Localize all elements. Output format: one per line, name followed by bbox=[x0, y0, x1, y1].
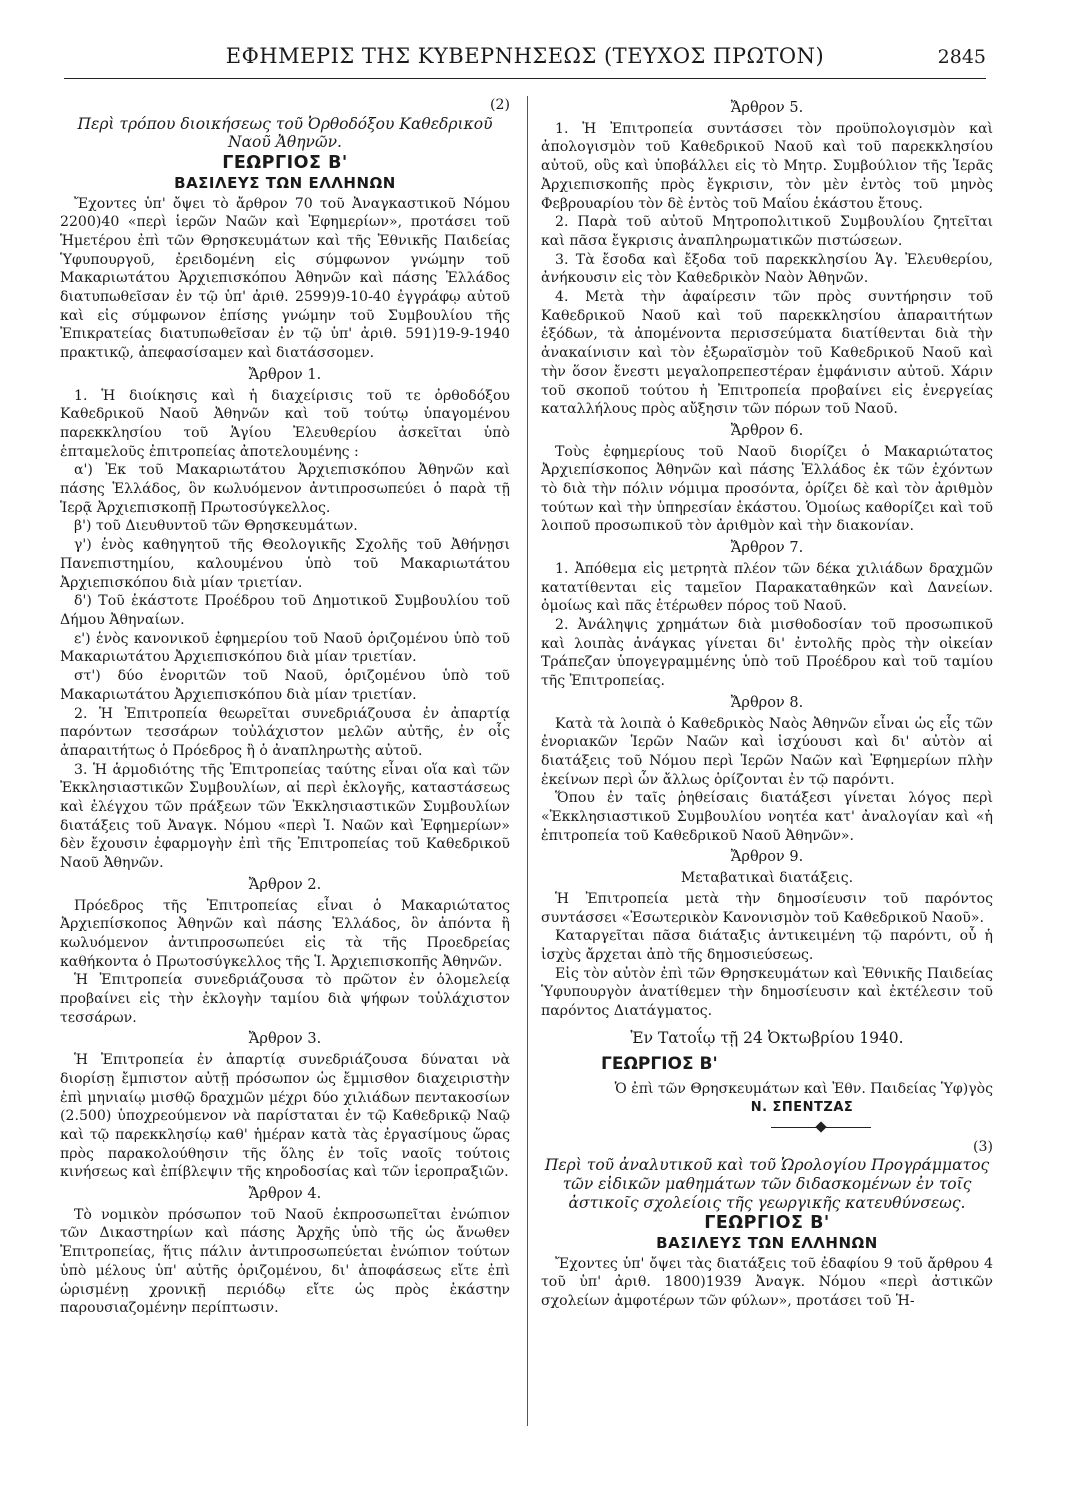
article-paragraph: 3. Ἡ ἁρμοδιότης τῆς Ἐπιτροπείας ταύτης εἶναι οἵα καὶ τῶν Ἐκκλησιαστικῶν Συμβουλίων, αἱ περὶ ἐκλογῆς, καταστάσεως καὶ ἐλέγχου τῶν πράξεων τῶν Ἐκκλησιαστικῶν Συμβουλίων διατάξεις τοῦ Ἀναγκ. Νόμου «περὶ Ἱ. Ναῶν καὶ Ἐφημερίων» δὲν ἔχουσιν ἐφαρμογὴν ἐπὶ τῆς Ἐπιτροπείας τοῦ Καθεδρικοῦ Ναοῦ Ἀθηνῶν. bbox=[60, 761, 510, 872]
decree-number: (3) bbox=[973, 1138, 993, 1155]
king-title: ΒΑΣΙΛΕΥΣ ΤΩΝ ΕΛΛΗΝΩΝ bbox=[174, 173, 396, 192]
decree-number: (2) bbox=[490, 97, 510, 113]
article-heading: Ἄρθρον 4. bbox=[248, 1186, 322, 1203]
article-paragraph: 1. Ἀπόθεμα εἰς μετρητὰ πλέον τῶν δέκα χιλιάδων δραχμῶν κατατίθενται εἰς ταμεῖον Παρακαταθηκῶν καὶ Δανείων. ὁμοίως καὶ πᾶς ἑτέρωθεν πόρος τοῦ Ναοῦ. bbox=[541, 560, 993, 615]
article-heading: Ἄρθρον 7. bbox=[730, 540, 804, 557]
article-heading: Ἄρθρον 2. bbox=[248, 876, 322, 893]
article-paragraph: 4. Μετὰ τὴν ἀφαίρεσιν τῶν πρὸς συντήρησιν τοῦ Καθεδρικοῦ Ναοῦ καὶ τοῦ παρεκκλησίου ἀπαραιτήτων ἐξόδων, τὰ ἀπομένοντα περισσεύματα διατίθενται διὰ τὴν ἀνακαίνισιν καὶ τὸν ἐξωραϊσμὸν τοῦ Καθεδρικοῦ Ναοῦ καὶ τὴν ὅσον ἔνεστι μεγαλοπρεπεστέραν ἐμφάνισιν αὐτοῦ. Χάριν τοῦ σκοποῦ τούτου ἡ Ἐπιτροπεία προβαίνει εἰς ἐνεργείας καταλλήλους πρὸς αὔξησιν τῶν πόρων τοῦ Ναοῦ. bbox=[541, 289, 993, 418]
decree-date: Ἐν Τατοΐῳ τῇ 24 Ὀκτωβρίου 1940. bbox=[630, 1028, 904, 1047]
gazette-title: ΕΦΗΜΕΡΙΣ ΤΗΣ ΚΥΒΕΡΝΗΣΕΩΣ (ΤΕΥΧΟΣ ΠΡΩΤΟΝ) bbox=[225, 44, 825, 68]
signature-name: Ν. ΣΠΕΝΤΖΑΣ bbox=[750, 1099, 854, 1115]
king-title: ΒΑΣΙΛΕΥΣ ΤΩΝ ΕΛΛΗΝΩΝ bbox=[656, 1234, 878, 1253]
column-divider bbox=[527, 96, 528, 1426]
article-paragraph: 1. Ἡ διοίκησις καὶ ἡ διαχείρισις τοῦ τε ὀρθοδόξου Καθεδρικοῦ Ναοῦ Ἀθηνῶν καὶ τοῦ τούτῳ ὑπαγομένου παρεκκλησίου τοῦ Ἁγίου Ἐλευθερίου ἀσκεῖται ὑπὸ ἑπταμελοῦς ἐπιτροπείας ἀποτελουμένης : bbox=[60, 387, 510, 460]
signature-king: ΓΕΩΡΓΙΟΣ Β' bbox=[601, 1054, 718, 1075]
article-paragraph: 3. Τὰ ἔσοδα καὶ ἔξοδα τοῦ παρεκκλησίου Ἁγ. Ἐλευθερίου, ἀνήκουσιν εἰς τὸν Καθεδρικὸν Ναὸν Ἀθηνῶν. bbox=[541, 251, 993, 287]
page-number: 2845 bbox=[937, 46, 986, 68]
preamble: Ἔχοντες ὑπ' ὄψει τὸ ἄρθρον 70 τοῦ Ἀναγκαστικοῦ Νόμου 2200)40 «περὶ ἱερῶν Ναῶν καὶ Ἐφημερίων», προτάσει τοῦ Ἡμετέρου ἐπὶ τῶν Θρησκευμάτων καὶ τῆς Ἐθνικῆς Παιδείας Ὑφυπουργοῦ, ἐρειδομένη εἰς σύμφωνον γνώμην τοῦ Μακαριωτάτου Ἀρχιεπισκόπου Ἀθηνῶν καὶ πάσης Ἑλλάδος διατυπωθεῖσαν ἐν τῷ ὑπ' ἀριθ. 2599)9-10-40 ἐγγράφῳ αὐτοῦ καὶ εἰς σύμφωνον ἐπίσης γνώμην τοῦ Συμβουλίου τῆς Ἐπικρατείας διατυπωθεῖσαν ἐν τῷ ὑπ' ἀριθ. 591)19-9-1940 πρακτικῷ, ἀπεφασίσαμεν καὶ διατάσσομεν. bbox=[60, 195, 510, 362]
article-paragraph: Εἰς τὸν αὐτὸν ἐπὶ τῶν Θρησκευμάτων καὶ Ἐθνικῆς Παιδείας Ὑφυπουργὸν ἀνατίθεμεν τὴν δημοσίευσιν καὶ ἐκτέλεσιν τοῦ παρόντος Διατάγματος. bbox=[541, 965, 993, 1020]
article-paragraph: Κατὰ τὰ λοιπὰ ὁ Καθεδρικὸς Ναὸς Ἀθηνῶν εἶναι ὡς εἷς τῶν ἐνοριακῶν Ἱερῶν Ναῶν καὶ ἰσχύουσι καὶ δι' αὐτὸν αἱ διατάξεις τοῦ Νόμου περὶ Ἱερῶν Ναῶν καὶ Ἐφημερίων πλὴν ἐκείνων περὶ ὧν ἄλλως ὁρίζονται ἐν τῷ παρόντι. bbox=[541, 715, 993, 788]
article-item: στ') δύο ἐνοριτῶν τοῦ Ναοῦ, ὁριζομένου ὑπὸ τοῦ Μακαριωτάτου Ἀρχιεπισκόπου διὰ μίαν τριετίαν. bbox=[60, 668, 510, 703]
king-name: ΓΕΩΡΓΙΟΣ Β' bbox=[704, 1213, 830, 1234]
article-paragraph: 2. Παρὰ τοῦ αὐτοῦ Μητροπολιτικοῦ Συμβουλίου ζητεῖται καὶ πᾶσα ἔγκρισις ἀναπληρωματικῶν πιστώσεων. bbox=[541, 214, 993, 249]
article-item: β') τοῦ Διευθυντοῦ τῶν Θρησκευμάτων. bbox=[74, 518, 358, 535]
right-column bbox=[541, 96, 993, 1311]
article-paragraph: Ὅπου ἐν ταῖς ῥηθείσαις διατάξεσι γίνεται λόγος περὶ «Ἐκκλησιαστικοῦ Συμβουλίου νοητέα κατ' ἀναλογίαν καὶ «ἡ ἐπιτροπεία τοῦ Καθεδρικοῦ Ναοῦ Ἀθηνῶν». bbox=[541, 790, 993, 844]
article-heading: Ἄρθρον 5. bbox=[730, 100, 804, 116]
section-separator bbox=[541, 1120, 993, 1134]
page-header bbox=[64, 38, 986, 79]
preamble: Ἔχοντες ὑπ' ὄψει τὰς διατάξεις τοῦ ἐδαφίου 9 τοῦ ἄρθρου 4 τοῦ ὑπ' ἀριθ. 1800)1939 Ἀναγκ. Νόμου «περὶ ἀστικῶν σχολείων ἀμφοτέρων τῶν φύλων», προτάσει τοῦ Ἡ- bbox=[541, 1255, 993, 1310]
left-column bbox=[60, 96, 510, 1318]
article-item: γ') ἑνὸς καθηγητοῦ τῆς Θεολογικῆς Σχολῆς τοῦ Ἀθήνῃσι Πανεπιστημίου, καλουμένου ὑπὸ τοῦ Μακαριωτάτου Ἀρχιεπισκόπου διὰ μίαν τριετίαν. bbox=[60, 537, 510, 591]
article-heading: Ἄρθρον 1. bbox=[248, 366, 322, 383]
article-item: α') Ἐκ τοῦ Μακαριωτάτου Ἀρχιεπισκόπου Ἀθηνῶν καὶ πάσης Ἑλλάδος, ὃν κωλυόμενον ἀντιπροσωπεύει ὁ παρὰ τῇ Ἱερᾷ Ἀρχιεπισκοπῇ Πρωτοσύγκελλος. bbox=[60, 462, 510, 516]
article-paragraph: Πρόεδρος τῆς Ἐπιτροπείας εἶναι ὁ Μακαριώτατος Ἀρχιεπίσκοπος Ἀθηνῶν καὶ πάσης Ἑλλάδος, ὃν ἀπόντα ἢ κωλυόμενον ἀντιπροσωπεύει εἰς τὰ τῆς Προεδρείας καθήκοντα ὁ Πρωτοσύγκελλος τῆς Ἱ. Ἀρχιεπισκοπῆς Ἀθηνῶν. bbox=[60, 897, 510, 970]
article-heading: Ἄρθρον 3. bbox=[248, 1031, 322, 1048]
article-paragraph: Ἡ Ἐπιτροπεία ἐν ἀπαρτίᾳ συνεδριάζουσα δύναται νὰ διορίσῃ ἔμπιστον αὐτῇ πρόσωπον ὡς ἔμμισθον διαχειριστὴν ἐπὶ μηνιαίῳ μισθῷ δραχμῶν μέχρι δύο χιλιάδων πεντακοσίων (2.500) ὑποχρεούμενον νὰ παρίσταται ἐν τῷ Καθεδρικῷ Ναῷ καὶ τῷ παρεκκλησίῳ καθ' ἡμέραν κατὰ τὰς ἐργασίμους ὥρας πρὸς παρακολούθησιν τῆς ὅλης ἐν τοῖς ναοῖς τούτοις κινήσεως καὶ ἐπίβλεψιν τῆς κηροδοσίας καὶ τῶν ἱεροπραξιῶν. bbox=[60, 1052, 510, 1181]
article-paragraph: Ἡ Ἐπιτροπεία συνεδριάζουσα τὸ πρῶτον ἐν ὁλομελείᾳ προβαίνει εἰς τὴν ἐκλογὴν ταμίου διὰ ψήφων τοὐλάχιστον τεσσάρων. bbox=[60, 972, 510, 1026]
article-subheading: Μεταβατικαὶ διατάξεις. bbox=[680, 870, 854, 887]
decree-title: Περὶ τοῦ ἀναλυτικοῦ καὶ τοῦ Ὡρολογίου Προγράμματος τῶν εἰδικῶν μαθημάτων τῶν διδασκομένων ἐν τοῖς ἀστικοῖς σχολείοις τῆς γεωργικῆς κατευθύνσεως. bbox=[544, 1156, 990, 1212]
article-item: δ') Τοῦ ἑκάστοτε Προέδρου τοῦ Δημοτικοῦ Συμβουλίου τοῦ Δήμου Ἀθηναίων. bbox=[60, 593, 510, 628]
article-paragraph: 2. Ἀνάληψις χρημάτων διὰ μισθοδοσίαν τοῦ προσωπικοῦ καὶ λοιπὰς ἀνάγκας γίνεται δι' ἐντολῆς πρὸς τὴν οἰκείαν Τράπεζαν ὑπογεγραμμένης ὑπὸ τοῦ Προέδρου καὶ τοῦ ταμίου τῆς Ἐπιτροπείας. bbox=[541, 616, 993, 690]
king-name: ΓΕΩΡΓΙΟΣ Β' bbox=[222, 153, 348, 174]
article-paragraph: Καταργεῖται πᾶσα διάταξις ἀντικειμένη τῷ παρόντι, οὗ ἡ ἰσχὺς ἄρχεται ἀπὸ τῆς δημοσιεύσεως. bbox=[541, 928, 993, 963]
article-paragraph: Ἡ Ἐπιτροπεία μετὰ τὴν δημοσίευσιν τοῦ παρόντος συντάσσει «Ἐσωτερικὸν Κανονισμὸν τοῦ Καθεδρικοῦ Ναοῦ». bbox=[541, 890, 993, 926]
signature-role: Ὁ ἐπὶ τῶν Θρησκευμάτων καὶ Ἐθν. Παιδείας Ὑφ)γὸς bbox=[614, 1081, 993, 1098]
article-heading: Ἄρθρον 8. bbox=[730, 694, 804, 711]
article-heading: Ἄρθρον 9. bbox=[730, 849, 804, 866]
decree-title: Περὶ τρόπου διοικήσεως τοῦ Ὀρθοδόξου Καθεδρικοῦ Ναοῦ Ἀθηνῶν. bbox=[77, 114, 493, 152]
article-paragraph: Τὸ νομικὸν πρόσωπον τοῦ Ναοῦ ἐκπροσωπεῖται ἐνώπιον τῶν Δικαστηρίων καὶ πάσης Ἀρχῆς ὑπὸ τῆς ὡς ἄνωθεν Ἐπιτροπείας, ἥτις πάλιν ἀντιπροσωπεύεται ἐνώπιον τούτων ὑπὸ μέλους ὑπ' αὐτῆς ὁριζομένου, δι' ἀποφάσεως εἴτε ἐπὶ ὡρισμένῃ χρονικῇ περιόδῳ εἴτε ὡς πρὸς ἑκάστην παρουσιαζομένην περίπτωσιν. bbox=[60, 1206, 510, 1317]
article-paragraph: 2. Ἡ Ἐπιτροπεία θεωρεῖται συνεδριάζουσα ἐν ἀπαρτίᾳ παρόντων τεσσάρων τοὐλάχιστον μελῶν αὐτῆς, ἐν οἷς ἀπαραιτήτως ὁ Πρόεδρος ἢ ὁ ἀναπληρωτὴς αὐτοῦ. bbox=[60, 705, 510, 759]
article-paragraph: 1. Ἡ Ἐπιτροπεία συντάσσει τὸν προϋπολογισμὸν καὶ ἀπολογισμὸν τοῦ Καθεδρικοῦ Ναοῦ καὶ τοῦ παρεκκλησίου αὐτοῦ, οὓς καὶ ὑποβάλλει εἰς τὸ Μητρ. Συμβούλιον τῆς Ἱερᾶς Ἀρχιεπισκοπῆς πρὸς ἔγκρισιν, τὸν μὲν ἐντὸς τοῦ μηνὸς Φεβρουαρίου τὸν δὲ ἐντὸς τοῦ Μαΐου ἑκάστου ἔτους. bbox=[541, 120, 993, 212]
article-paragraph: Τοὺς ἐφημερίους τοῦ Ναοῦ διορίζει ὁ Μακαριώτατος Ἀρχιεπίσκοπος Ἀθηνῶν καὶ πάσης Ἑλλάδος ἐκ τῶν ἐχόντων τὸ διὰ τὴν πόλιν νόμιμα προσόντα, ὁρίζει δὲ καὶ τὸν ἀριθμὸν τούτων καὶ τὴν ὑπηρεσίαν ἑκάστου. Ὁμοίως καθορίζει καὶ τοῦ λοιποῦ προσωπικοῦ τὸν ἀριθμὸν καὶ τὴν διακονίαν. bbox=[541, 443, 993, 535]
article-item: ε') ἑνὸς κανονικοῦ ἐφημερίου τοῦ Ναοῦ ὁριζομένου ὑπὸ τοῦ Μακαριωτάτου Ἀρχιεπισκόπου διὰ μίαν τριετίαν. bbox=[60, 630, 510, 666]
article-heading: Ἄρθρον 6. bbox=[730, 422, 804, 439]
